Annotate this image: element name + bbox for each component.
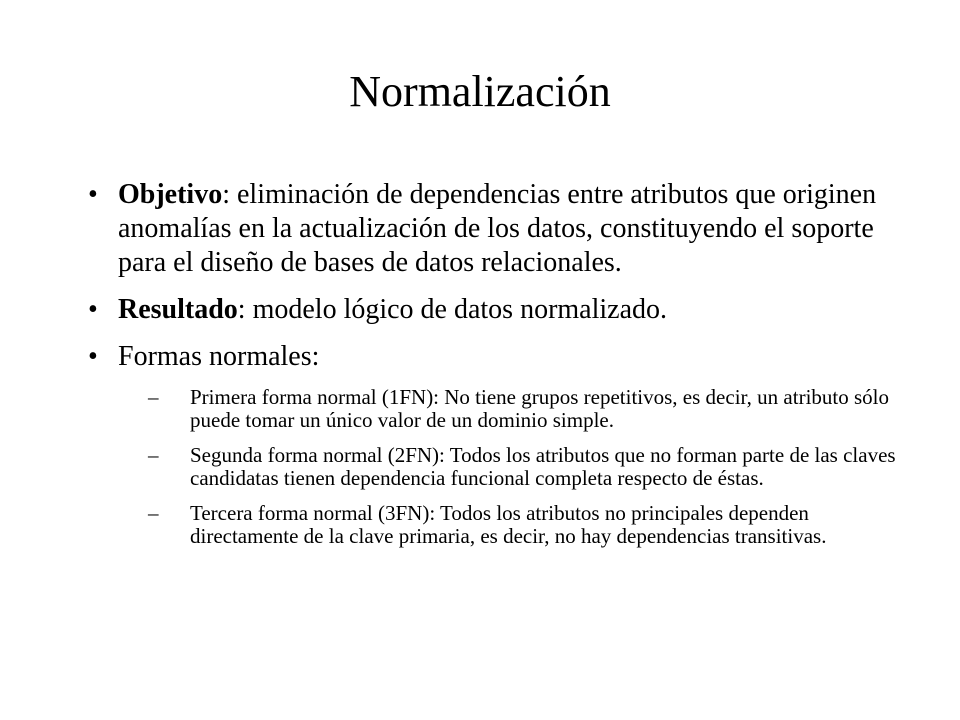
- sub-bullet-marker: –: [148, 443, 159, 467]
- sub-bullet-text-2fn: Segunda forma normal (2FN): Todos los atributos que no forman parte de las claves candidatas tienen dependencia funcional completa respecto de éstas.: [190, 443, 896, 490]
- bullet-text-formas-normales: Formas normales:: [118, 341, 320, 372]
- sub-bullet-marker: –: [148, 501, 159, 525]
- sub-bullet-text-3fn: Tercera forma normal (3FN): Todos los atributos no principales dependen directamente de la clave primaria, es decir, no hay dependencias transitivas.: [190, 501, 827, 548]
- sub-bullet-list: [148, 386, 908, 548]
- sub-bullet-text-1fn: Primera forma normal (1FN): No tiene grupos repetitivos, es decir, un atributo sólo puede tomar un único valor de un dominio simple.: [190, 385, 889, 432]
- sub-bullet-marker: –: [148, 385, 159, 409]
- bullet-marker: •: [88, 294, 98, 325]
- bullet-objetivo: [88, 178, 878, 280]
- bullet-lead-objetivo: Objetivo: [118, 179, 223, 210]
- bullet-lead-resultado: Resultado: [118, 294, 238, 325]
- slide-title: Normalización: [349, 67, 611, 116]
- sub-bullet-2fn: [148, 444, 908, 490]
- bullet-resultado: [88, 293, 878, 327]
- bullet-list: [88, 178, 896, 561]
- bullet-marker: •: [88, 341, 98, 372]
- sub-bullet-1fn: [148, 386, 908, 432]
- bullet-text-resultado: : modelo lógico de datos normalizado.: [237, 294, 668, 325]
- sub-bullet-3fn: [148, 502, 908, 548]
- bullet-formas-normales: [88, 340, 896, 548]
- bullet-marker: •: [88, 179, 98, 210]
- bullet-text-objetivo: : eliminación de dependencias entre atributos que originen anomalías en la actualización de los datos, constituyendo el soporte para el diseño de bases de datos relacionales.: [118, 179, 877, 278]
